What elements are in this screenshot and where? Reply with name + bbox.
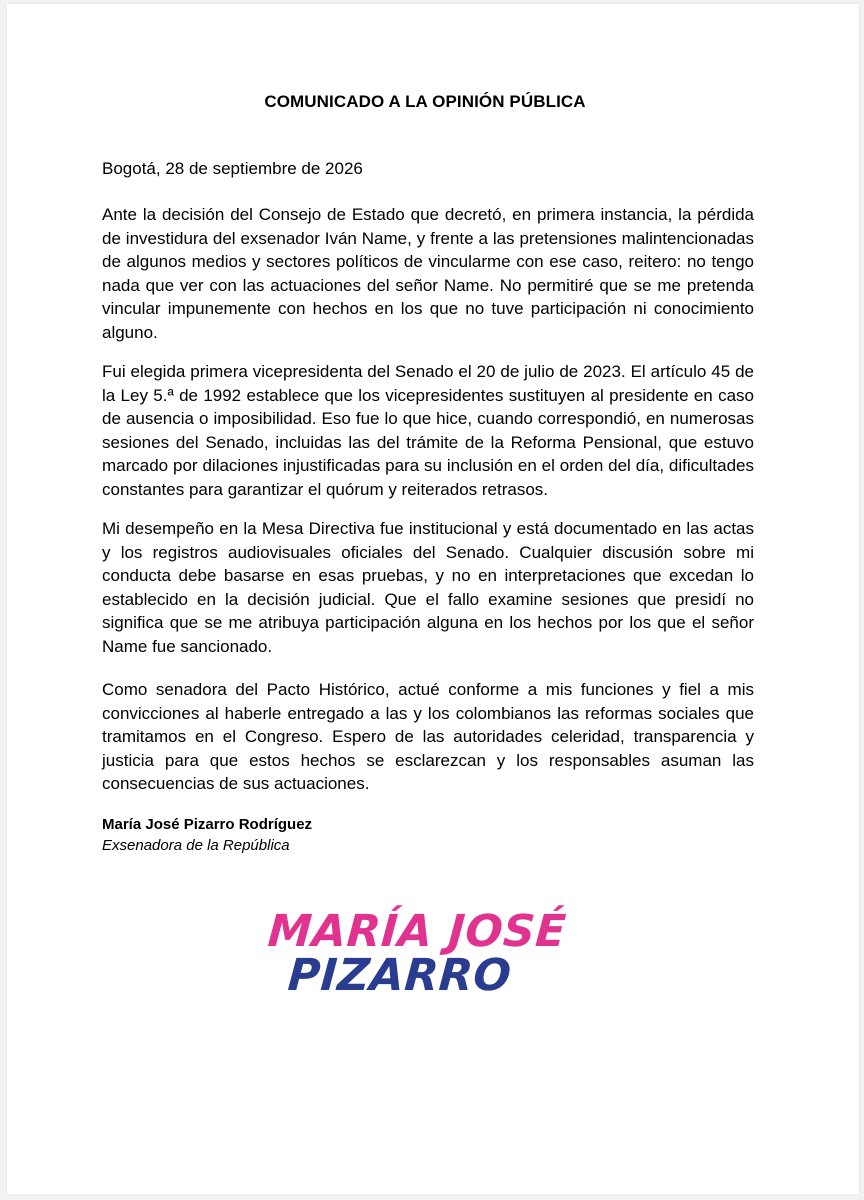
name-logo: [266, 906, 608, 1001]
signature-role: Exsenadora de la República: [102, 837, 290, 854]
paragraph-2: Fui elegida primera vicepresidenta del Senado el 20 de julio de 2023. El artículo 45 de la Ley 5.ª de 1992 establece que los vicepresidentes sustituyen al presidente en caso de ausencia o imposibilidad. Eso fue lo que hice, cuando correspondió, en numerosas sesiones del Senado, incluidas las del trámite de la Reforma Pensional, que estuvo marcado por dilaciones injustificadas para su inclusión en el orden del día, dificultades constantes para garantizar el quórum y reiterados retrasos.: [102, 362, 754, 499]
document-title: COMUNICADO A LA OPINIÓN PÚBLICA: [264, 92, 586, 111]
logo-line-first-name: MARÍA JOSÉ: [266, 906, 568, 957]
paragraph-1: Ante la decisión del Consejo de Estado que decretó, en primera instancia, la pérdida de investidura del exsenador Iván Name, y frente a las pretensiones malintencionadas de algunos medios y sectores políticos de vincularme con ese caso, reitero: no tengo nada que ver con las actuaciones del señor Name. No permitiré que se me pretenda vincular impunemente con hechos en los que no tuve participación ni conocimiento alguno.: [102, 205, 754, 342]
paragraph-4: Como senadora del Pacto Histórico, actué conforme a mis funciones y fiel a mis convicciones al haberle entregado a las y los colombianos las reformas sociales que tramitamos en el Congreso. Espero de las autoridades celeridad, transparencia y justicia para que estos hechos se esclarezcan y los responsables asuman las consecuencias de sus actuaciones.: [102, 680, 754, 793]
paragraph-3: Mi desempeño en la Mesa Directiva fue institucional y está documentado en las actas y los registros audiovisuales oficiales del Senado. Cualquier discusión sobre mi conducta debe basarse en esas pruebas, y no en interpretaciones que excedan lo establecido en la decisión judicial. Que el fallo examine sesiones que presidí no significa que se me atribuya participación alguna en los hechos por los que el señor Name fue sancionado.: [102, 519, 754, 656]
signature-name: María José Pizarro Rodríguez: [102, 816, 313, 833]
logo-line-surname: PIZARRO: [286, 950, 514, 1001]
date-line: Bogotá, 28 de septiembre de 2026: [102, 159, 363, 178]
